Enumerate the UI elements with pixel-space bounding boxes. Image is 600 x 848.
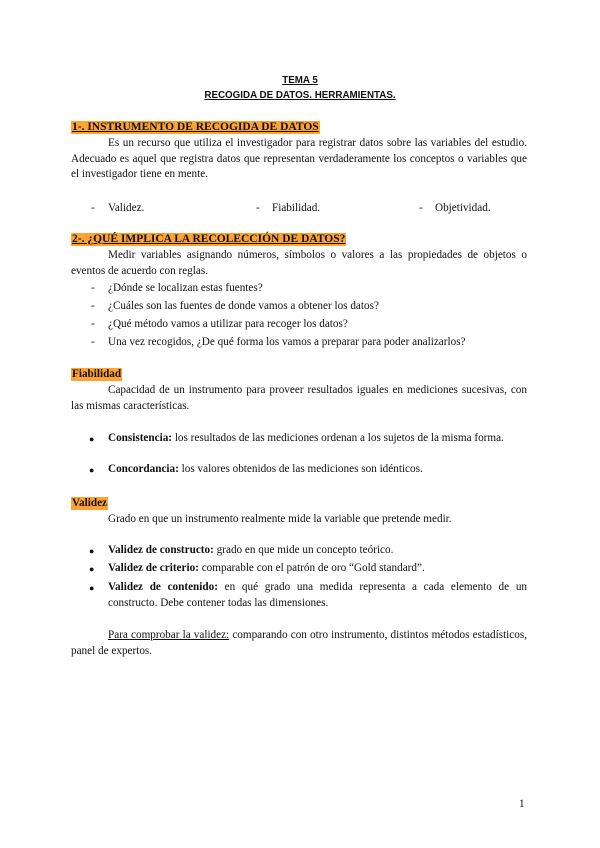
list-item (108, 561, 527, 577)
bullet-icon: ● (89, 583, 95, 593)
list-item (108, 580, 527, 611)
dash-marker: - (91, 202, 95, 214)
consistencia-term: Consistencia: (108, 432, 173, 444)
section1-item-fiabilidad: Fiabilidad. (272, 202, 321, 214)
contenido-text: en qué grado una medida representa a cada elemento de un constructo. Debe contener todas las dimensiones. (108, 581, 528, 609)
document-subtitle: RECOGIDA DE DATOS. HERRAMIENTAS. (204, 90, 396, 101)
criterio-term: Validez de criterio: (108, 562, 199, 574)
fiabilidad-heading: Fiabilidad (72, 368, 122, 380)
list-item: ¿Cuáles son las fuentes de donde vamos a obtener los datos? (108, 300, 379, 312)
dash-marker: - (419, 202, 423, 214)
contenido-term: Validez de contenido: (108, 581, 218, 593)
section1-item-validez: Validez. (108, 202, 145, 214)
section2-heading: 2-. ¿QUÉ IMPLICA LA RECOLECCIÓN DE DATOS? (72, 233, 346, 245)
section1-item-objetividad: Objetividad. (435, 202, 491, 214)
list-item: ¿Qué método vamos a utilizar para recoger los datos? (108, 318, 348, 330)
bullet-icon: ● (89, 465, 95, 475)
list-item (108, 431, 527, 447)
dash-marker: - (91, 318, 95, 330)
validez-heading: Validez (72, 497, 108, 509)
check-label: Para comprobar la validez: (108, 629, 230, 641)
section1-paragraph: Es un recurso que utiliza el investigador para registrar datos sobre las variables del estudio. Adecuado es aquel que registra datos que representan verdaderamente los conceptos o variables que el investigador tiene en mente. (71, 137, 527, 180)
bullet-icon: ● (89, 564, 95, 574)
constructo-text: grado en que mide un concepto teórico. (213, 544, 394, 556)
dash-marker: - (256, 202, 260, 214)
constructo-term: Validez de constructo: (108, 544, 214, 556)
list-item (108, 462, 527, 478)
dash-marker: - (91, 336, 95, 348)
list-item (108, 543, 527, 559)
page-number: 1 (519, 798, 525, 810)
list-item: Una vez recogidos, ¿De qué forma los vamos a preparar para poder analizarlos? (108, 336, 466, 348)
concordancia-term: Concordancia: (108, 463, 179, 475)
bullet-icon: ● (89, 434, 95, 444)
section1-heading: 1-. INSTRUMENTO DE RECOGIDA DE DATOS (72, 121, 319, 133)
check-text: comparando con otro instrumento, distintos métodos estadísticos, panel de expertos. (71, 629, 527, 657)
validez-paragraph: Grado en que un instrumento realmente mide la variable que pretende medir. (108, 513, 452, 525)
list-item: ¿Dónde se localizan estas fuentes? (108, 282, 263, 294)
dash-marker: - (91, 282, 95, 294)
concordancia-text: los valores obtenidos de las mediciones son idénticos. (178, 463, 423, 475)
validez-check-paragraph (71, 628, 527, 659)
criterio-text: comparable con el patrón de oro “Gold standard”. (198, 562, 425, 574)
consistencia-text: los resultados de las mediciones ordenan a los sujetos de la misma forma. (172, 432, 504, 444)
bullet-icon: ● (89, 546, 95, 556)
dash-marker: - (91, 300, 95, 312)
fiabilidad-paragraph: Capacidad de un instrumento para proveer resultados iguales en mediciones sucesivas, con las mismas características. (71, 384, 527, 412)
tema-title: TEMA 5 (282, 75, 318, 86)
section2-paragraph: Medir variables asignando números, símbolos o valores a las propiedades de objetos o eventos de acuerdo con reglas. (71, 249, 527, 277)
